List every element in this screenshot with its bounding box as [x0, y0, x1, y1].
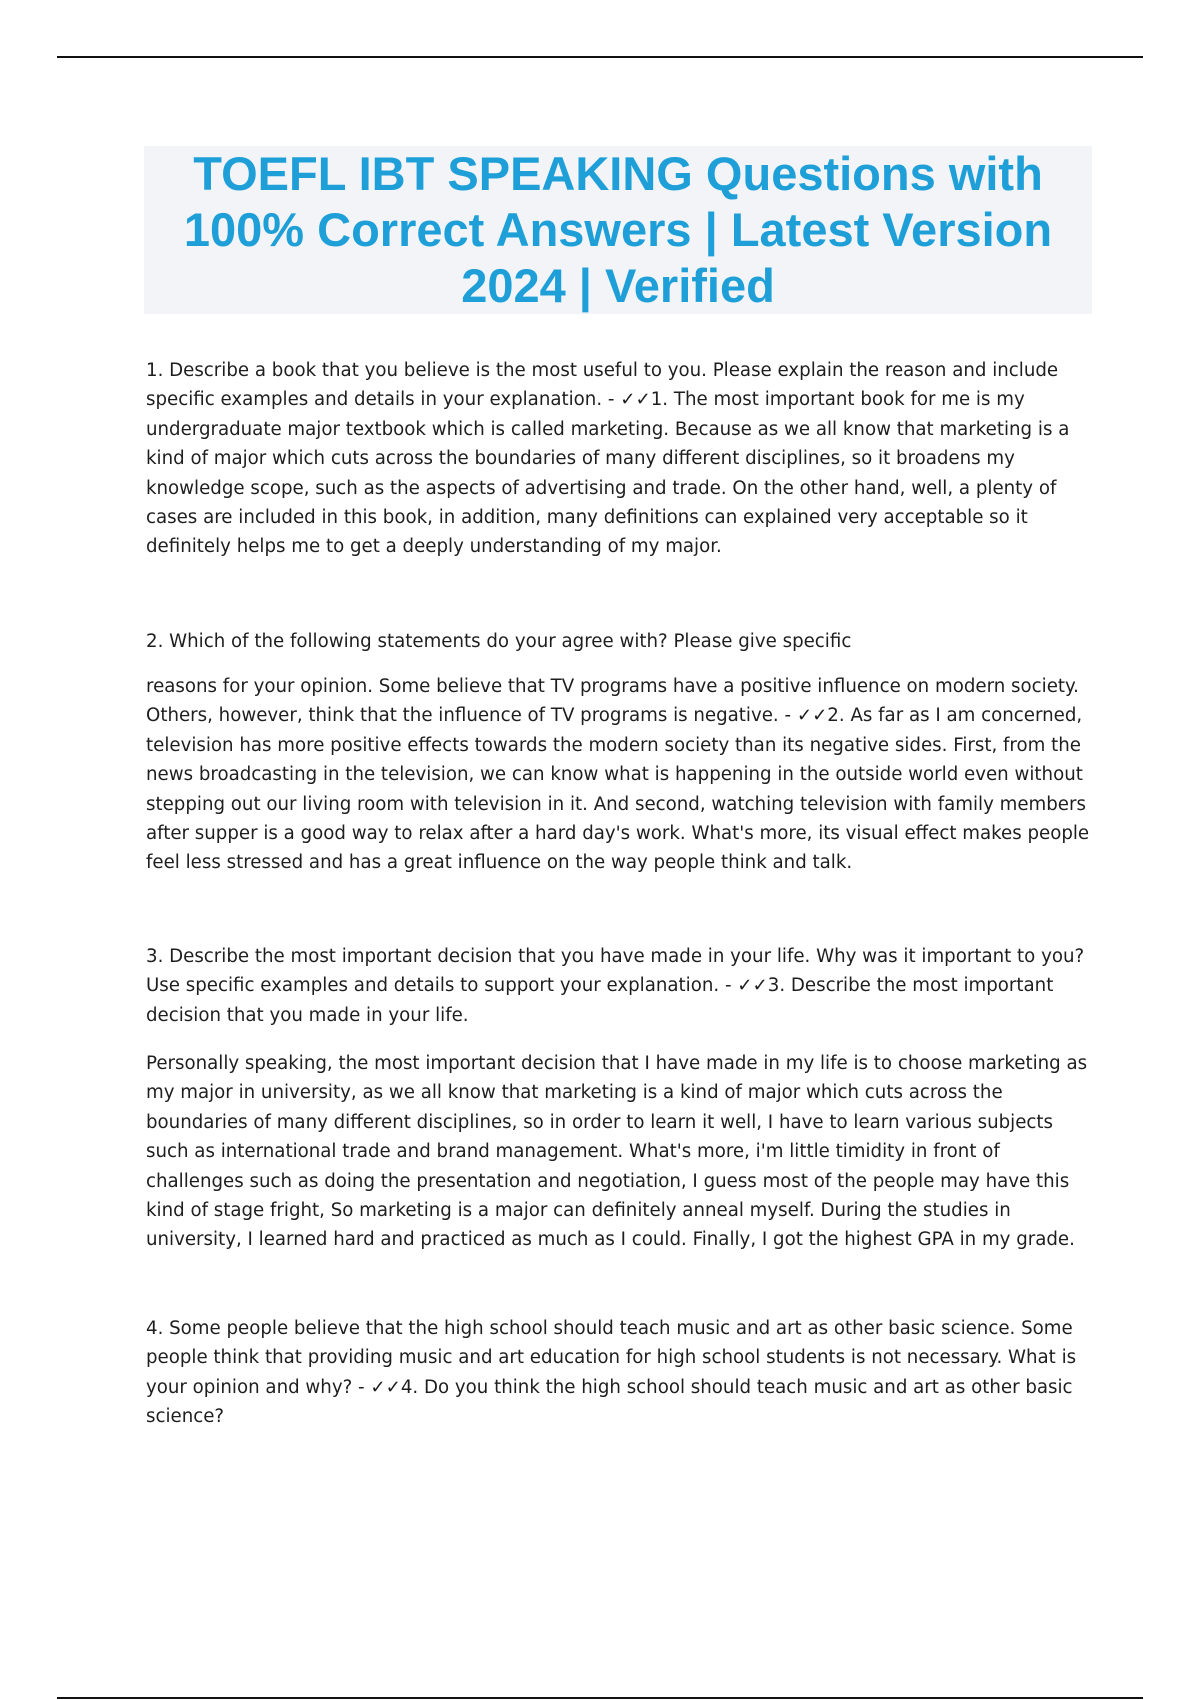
question-1 — [146, 356, 1096, 562]
answer-3-text: Personally speaking, the most important decision that I have made in my life is to choose marketing as my major in university, as we all know that marketing is a kind of major which cuts across the boundaries of many different disciplines, so in order to learn it well, I have to learn various subjects such as international trade and brand management. What's more, i'm little timidity in front of challenges such as doing the presentation and negotiation, I guess most of the people may have this kind of stage fright, So marketing is a major can definitely anneal myself. During the studies in university, I learned hard and practiced as much as I could. Finally, I got the highest GPA in my grade. — [146, 1053, 1088, 1251]
answer-3 — [146, 1049, 1096, 1255]
question-4-text: 4. Some people believe that the high school should teach music and art as other basic science. Some people think that providing music and art education for high school students is not necessary. What is your opinion and why? - ✓✓4. Do you think the high school should teach music and art as other basic science? — [146, 1318, 1077, 1428]
document-title: TOEFL IBT SPEAKING Questions with 100% Correct Answers | Latest Version 2024 | Verified — [183, 147, 1053, 312]
question-3 — [146, 942, 1096, 1030]
bottom-divider — [57, 1697, 1143, 1699]
question-4 — [146, 1314, 1096, 1432]
question-2-text: reasons for your opinion. Some believe that TV programs have a positive influence on modern society. Others, however, think that the influence of TV programs is negative. - ✓✓2. As far as I am concerned, television has more positive effects towards the modern society than its negative sides. First, from the news broadcasting in the television, we can know what is happening in the outside world even without stepping out our living room with television in it. And second, watching television with family members after supper is a good way to relax after a hard day's work. What's more, its visual effect makes people feel less stressed and has a great influence on the way people think and talk. — [146, 676, 1090, 874]
question-2 — [146, 672, 1096, 878]
question-2-intro-text: 2. Which of the following statements do your agree with? Please give specific — [146, 631, 852, 652]
question-2-intro — [146, 627, 1096, 656]
question-1-text: 1. Describe a book that you believe is the most useful to you. Please explain the reason and include specific examples and details in your explanation. - ✓✓1. The most important book for me is my undergraduate major textbook which is called marketing. Because as we all know that marketing is a kind of major which cuts across the boundaries of many different disciplines, so it broadens my knowledge scope, such as the aspects of advertising and trade. On the other hand, well, a plenty of cases are included in this book, in addition, many definitions can explained very acceptable so it definitely helps me to get a deeply understanding of my major. — [146, 360, 1070, 558]
question-3-text: 3. Describe the most important decision that you have made in your life. Why was it important to you? Use specific examples and details to support your explanation. - ✓✓3. Describe the most important decision that you made in your life. — [146, 946, 1085, 1026]
title-banner — [144, 146, 1092, 314]
top-divider — [57, 56, 1143, 58]
